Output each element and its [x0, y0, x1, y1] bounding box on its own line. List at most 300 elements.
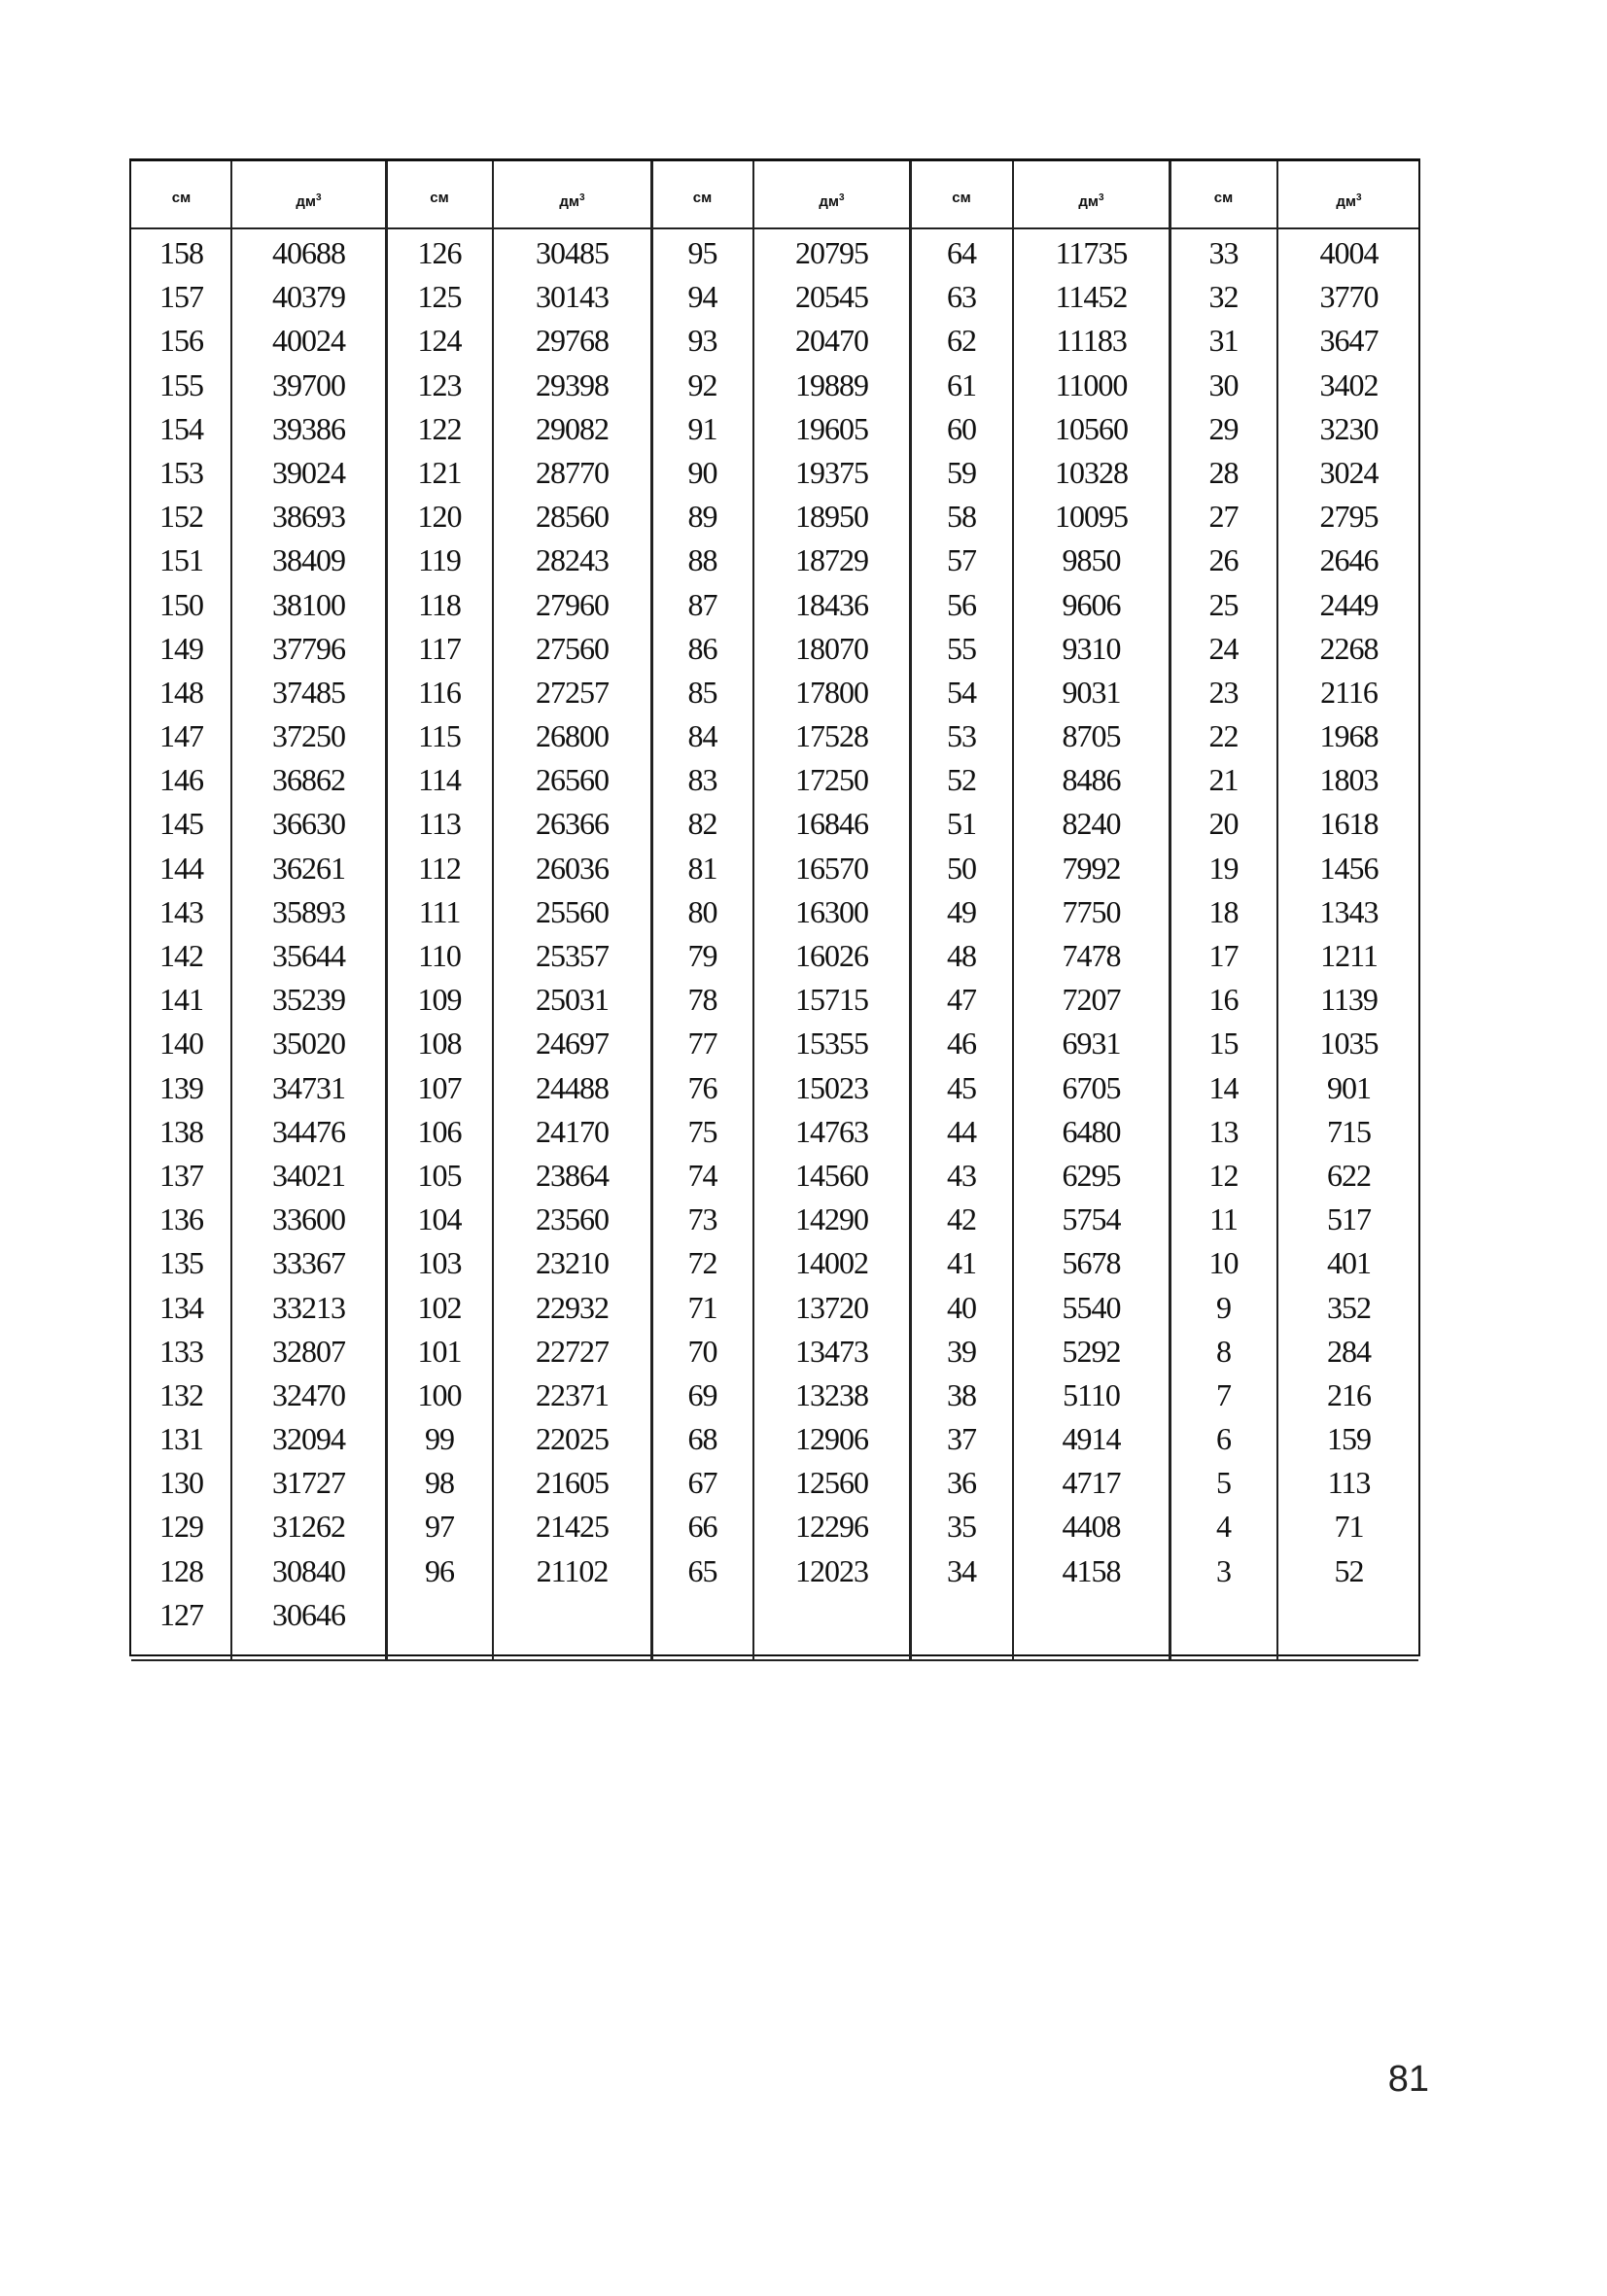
dm3-cell: 14002 — [795, 1245, 868, 1281]
cm-cell: 126 — [417, 235, 462, 270]
cm-cell: 82 — [687, 806, 717, 842]
dm3-cell: 3230 — [1319, 410, 1379, 446]
header-label: см — [952, 190, 971, 206]
dm3-cell: 11000 — [1055, 366, 1128, 402]
dm3-cell: 10328 — [1055, 454, 1128, 490]
header-dm3 — [1277, 173, 1420, 224]
cm-cell: 25 — [1208, 586, 1239, 622]
cm-cell: 119 — [418, 542, 461, 578]
dm3-cell: 3770 — [1319, 279, 1379, 315]
dm3-cell: 19375 — [795, 454, 868, 490]
dm3-cell: 8705 — [1062, 718, 1121, 754]
cm-cell: 59 — [947, 454, 976, 490]
dm3-cell: 1803 — [1319, 762, 1379, 798]
dm3-cell: 1618 — [1319, 806, 1379, 842]
dm3-cell: 26800 — [536, 718, 609, 754]
cm-cell: 139 — [159, 1069, 203, 1105]
cm-cell: 112 — [418, 850, 461, 886]
dm3-cell: 27960 — [536, 586, 609, 622]
dm3-cell: 34021 — [272, 1157, 345, 1193]
dm3-cell: 4408 — [1062, 1509, 1121, 1545]
dm3-cell: 5678 — [1062, 1245, 1121, 1281]
header-superscript: 3 — [1099, 192, 1104, 203]
cm-column-1 — [131, 161, 231, 1659]
table-bottom-divider — [131, 1659, 1418, 1661]
cm-cell: 136 — [159, 1201, 203, 1237]
dm3-cell: 29768 — [536, 323, 609, 359]
dm3-cell: 1456 — [1319, 850, 1379, 886]
cm-cell: 131 — [159, 1421, 203, 1457]
cm-cell: 132 — [159, 1376, 203, 1412]
dm3-cell: 38409 — [272, 542, 345, 578]
dm3-cell: 352 — [1327, 1289, 1371, 1325]
cm-cell: 151 — [159, 542, 203, 578]
dm3-cell: 7992 — [1062, 850, 1121, 886]
dm3-cell: 4914 — [1062, 1421, 1121, 1457]
header-label: см — [1213, 190, 1234, 206]
dm3-cell: 4717 — [1062, 1465, 1121, 1501]
dm3-cell: 22371 — [536, 1376, 609, 1412]
header-label: см — [430, 190, 449, 206]
dm3-cell: 24170 — [536, 1113, 609, 1149]
cm-cell: 158 — [159, 235, 203, 270]
dm3-cell: 7750 — [1062, 893, 1121, 929]
cm-cell: 50 — [947, 850, 976, 886]
cm-cell: 42 — [947, 1201, 976, 1237]
dm3-cell: 284 — [1327, 1333, 1371, 1369]
dm3-cell: 14560 — [795, 1157, 868, 1193]
header-label: дм — [1336, 193, 1357, 210]
cm-cell: 20 — [1208, 806, 1239, 842]
cm-column-2 — [386, 161, 493, 1659]
dm3-cell: 22932 — [536, 1289, 609, 1325]
dm3-cell: 25031 — [536, 982, 609, 1018]
cm-cell: 18 — [1208, 893, 1239, 929]
dm3-cell: 216 — [1327, 1376, 1371, 1412]
cm-cell: 89 — [687, 499, 717, 535]
cm-cell: 45 — [947, 1069, 976, 1105]
dm3-cell: 159 — [1327, 1421, 1371, 1457]
cm-cell: 31 — [1208, 323, 1239, 359]
cm-cell: 129 — [159, 1509, 203, 1545]
cm-cell: 116 — [418, 674, 461, 710]
cm-cell: 120 — [417, 499, 462, 535]
cm-cell: 6 — [1216, 1421, 1231, 1457]
cm-cell: 53 — [947, 718, 976, 754]
cm-cell: 13 — [1208, 1113, 1239, 1149]
cm-cell: 77 — [687, 1026, 717, 1061]
dm3-cell: 18070 — [795, 630, 868, 666]
cm-cell: 78 — [687, 982, 717, 1018]
dm3-cell: 3402 — [1319, 366, 1379, 402]
dm3-cell: 21425 — [536, 1509, 609, 1545]
dm3-cell: 15715 — [795, 982, 868, 1018]
dm3-cell: 5292 — [1062, 1333, 1121, 1369]
dm3-cell: 2646 — [1319, 542, 1379, 578]
dm3-cell: 52 — [1334, 1552, 1364, 1588]
dm3-cell: 31727 — [272, 1465, 345, 1501]
cm-cell: 145 — [159, 806, 203, 842]
cm-cell: 5 — [1216, 1465, 1231, 1501]
cm-cell: 72 — [687, 1245, 717, 1281]
cm-cell: 75 — [687, 1113, 717, 1149]
dm3-cell: 11183 — [1056, 323, 1127, 359]
cm-cell: 125 — [417, 279, 462, 315]
dm3-cell: 33367 — [272, 1245, 345, 1281]
dm3-cell: 16026 — [795, 938, 868, 973]
cm-cell: 60 — [947, 410, 976, 446]
cm-cell: 4 — [1216, 1509, 1231, 1545]
cm-column-3 — [651, 161, 753, 1659]
cm-cell: 83 — [687, 762, 717, 798]
dm3-cell: 13238 — [795, 1376, 868, 1412]
cm-cell: 71 — [687, 1289, 717, 1325]
dm3-column-4 — [1013, 161, 1170, 1659]
cm-cell: 7 — [1216, 1376, 1231, 1412]
dm3-cell: 18436 — [795, 586, 868, 622]
cm-column-5 — [1170, 161, 1277, 1659]
dm3-cell: 9310 — [1062, 630, 1121, 666]
cm-cell: 10 — [1208, 1245, 1239, 1281]
dm3-cell: 36630 — [272, 806, 345, 842]
header-superscript: 3 — [1356, 192, 1362, 203]
dm3-cell: 12906 — [795, 1421, 868, 1457]
cm-cell: 39 — [947, 1333, 976, 1369]
header-superscript: 3 — [316, 192, 322, 203]
cm-cell: 114 — [418, 762, 461, 798]
cm-cell: 88 — [687, 542, 717, 578]
dm3-cell: 36261 — [272, 850, 345, 886]
dm3-cell: 35893 — [272, 893, 345, 929]
cm-cell: 102 — [417, 1289, 462, 1325]
dm3-cell: 11735 — [1055, 235, 1128, 270]
header-dm3 — [753, 173, 910, 224]
cm-cell: 96 — [425, 1552, 454, 1588]
dm3-cell: 28770 — [536, 454, 609, 490]
cm-cell: 27 — [1208, 499, 1239, 535]
dm3-cell: 24697 — [536, 1026, 609, 1061]
volume-table — [129, 158, 1420, 1656]
dm3-cell: 3647 — [1319, 323, 1379, 359]
cm-cell: 113 — [418, 806, 461, 842]
dm3-cell: 22025 — [536, 1421, 609, 1457]
cm-cell: 94 — [687, 279, 717, 315]
dm3-cell: 23210 — [536, 1245, 609, 1281]
cm-cell: 154 — [159, 410, 203, 446]
dm3-cell: 32094 — [272, 1421, 345, 1457]
header-dm3 — [493, 173, 651, 224]
cm-cell: 63 — [947, 279, 976, 315]
dm3-cell: 37796 — [272, 630, 345, 666]
cm-cell: 106 — [417, 1113, 462, 1149]
cm-cell: 74 — [687, 1157, 717, 1193]
cm-cell: 48 — [947, 938, 976, 973]
cm-cell: 79 — [687, 938, 717, 973]
dm3-cell: 17250 — [795, 762, 868, 798]
cm-cell: 140 — [159, 1026, 203, 1061]
dm3-cell: 16846 — [795, 806, 868, 842]
cm-cell: 141 — [159, 982, 203, 1018]
cm-cell: 148 — [159, 674, 203, 710]
cm-cell: 9 — [1216, 1289, 1231, 1325]
cm-cell: 84 — [687, 718, 717, 754]
cm-cell: 143 — [159, 893, 203, 929]
cm-cell: 58 — [947, 499, 976, 535]
dm3-cell: 32807 — [272, 1333, 345, 1369]
cm-cell: 105 — [417, 1157, 462, 1193]
cm-cell: 15 — [1208, 1026, 1239, 1061]
cm-cell: 51 — [947, 806, 976, 842]
cm-cell: 150 — [159, 586, 203, 622]
dm3-cell: 8240 — [1062, 806, 1121, 842]
dm3-column-5 — [1277, 161, 1420, 1659]
dm3-cell: 12560 — [795, 1465, 868, 1501]
cm-cell: 19 — [1208, 850, 1239, 886]
cm-cell: 111 — [418, 893, 461, 929]
cm-cell: 98 — [425, 1465, 454, 1501]
dm3-cell: 2795 — [1319, 499, 1379, 535]
cm-cell: 93 — [687, 323, 717, 359]
header-label: дм — [296, 193, 317, 210]
cm-cell: 108 — [417, 1026, 462, 1061]
cm-cell: 123 — [417, 366, 462, 402]
dm3-cell: 38100 — [272, 586, 345, 622]
dm3-cell: 19605 — [795, 410, 868, 446]
cm-cell: 54 — [947, 674, 976, 710]
cm-cell: 24 — [1208, 630, 1239, 666]
cm-cell: 92 — [687, 366, 717, 402]
header-label: см — [692, 190, 713, 206]
header-cm — [910, 173, 1013, 224]
cm-cell: 127 — [159, 1596, 203, 1632]
dm3-cell: 2449 — [1319, 586, 1379, 622]
header-dm3 — [1013, 173, 1170, 224]
dm3-column-2 — [493, 161, 651, 1659]
header-dm3 — [231, 173, 386, 224]
cm-cell: 156 — [159, 323, 203, 359]
cm-cell: 29 — [1208, 410, 1239, 446]
cm-cell: 117 — [418, 630, 461, 666]
cm-cell: 33 — [1208, 235, 1239, 270]
cm-cell: 11 — [1209, 1201, 1238, 1237]
cm-cell: 44 — [947, 1113, 976, 1149]
dm3-cell: 9606 — [1062, 586, 1121, 622]
dm3-cell: 30485 — [536, 235, 609, 270]
header-cm — [1170, 173, 1277, 224]
dm3-cell: 35239 — [272, 982, 345, 1018]
dm3-cell: 6931 — [1062, 1026, 1121, 1061]
cm-cell: 46 — [947, 1026, 976, 1061]
dm3-cell: 39700 — [272, 366, 345, 402]
dm3-cell: 22727 — [536, 1333, 609, 1369]
cm-cell: 62 — [947, 323, 976, 359]
cm-cell: 107 — [417, 1069, 462, 1105]
cm-cell: 12 — [1208, 1157, 1239, 1193]
dm3-cell: 1211 — [1320, 938, 1378, 973]
cm-cell: 30 — [1208, 366, 1239, 402]
dm3-cell: 13473 — [795, 1333, 868, 1369]
cm-cell: 52 — [947, 762, 976, 798]
cm-cell: 3 — [1216, 1552, 1231, 1588]
dm3-cell: 36862 — [272, 762, 345, 798]
dm3-cell: 16570 — [795, 850, 868, 886]
dm3-cell: 16300 — [795, 893, 868, 929]
dm3-cell: 33600 — [272, 1201, 345, 1237]
cm-cell: 64 — [947, 235, 976, 270]
cm-cell: 99 — [425, 1421, 454, 1457]
dm3-column-3 — [753, 161, 910, 1659]
cm-cell: 43 — [947, 1157, 976, 1193]
dm3-cell: 23560 — [536, 1201, 609, 1237]
cm-cell: 49 — [947, 893, 976, 929]
cm-cell: 40 — [947, 1289, 976, 1325]
cm-cell: 118 — [418, 586, 461, 622]
dm3-cell: 30646 — [272, 1596, 345, 1632]
dm3-cell: 3024 — [1319, 454, 1379, 490]
cm-cell: 101 — [417, 1333, 462, 1369]
dm3-cell: 35020 — [272, 1026, 345, 1061]
cm-cell: 138 — [159, 1113, 203, 1149]
cm-cell: 103 — [417, 1245, 462, 1281]
dm3-cell: 715 — [1327, 1113, 1371, 1149]
dm3-cell: 39024 — [272, 454, 345, 490]
dm3-cell: 27560 — [536, 630, 609, 666]
dm3-cell: 7478 — [1062, 938, 1121, 973]
dm3-cell: 28243 — [536, 542, 609, 578]
dm3-cell: 6295 — [1062, 1157, 1121, 1193]
dm3-cell: 10560 — [1055, 410, 1128, 446]
dm3-cell: 2268 — [1319, 630, 1379, 666]
cm-cell: 70 — [687, 1333, 717, 1369]
dm3-cell: 10095 — [1055, 499, 1128, 535]
dm3-cell: 20470 — [795, 323, 868, 359]
cm-cell: 38 — [947, 1376, 976, 1412]
header-label: см — [171, 190, 192, 206]
dm3-cell: 4158 — [1062, 1552, 1121, 1588]
cm-cell: 87 — [687, 586, 717, 622]
dm3-cell: 12296 — [795, 1509, 868, 1545]
cm-cell: 157 — [159, 279, 203, 315]
cm-cell: 149 — [159, 630, 203, 666]
dm3-cell: 33213 — [272, 1289, 345, 1325]
dm3-cell: 39386 — [272, 410, 345, 446]
header-label: дм — [819, 193, 840, 210]
cm-cell: 26 — [1208, 542, 1239, 578]
cm-cell: 142 — [159, 938, 203, 973]
cm-cell: 144 — [159, 850, 203, 886]
cm-cell: 90 — [687, 454, 717, 490]
header-cm — [386, 173, 493, 224]
cm-cell: 14 — [1208, 1069, 1239, 1105]
dm3-cell: 2116 — [1320, 674, 1378, 710]
dm3-cell: 30840 — [272, 1552, 345, 1588]
cm-cell: 147 — [159, 718, 203, 754]
dm3-cell: 34476 — [272, 1113, 345, 1149]
dm3-cell: 17528 — [795, 718, 868, 754]
dm3-cell: 1968 — [1319, 718, 1379, 754]
cm-cell: 67 — [687, 1465, 717, 1501]
cm-cell: 36 — [947, 1465, 976, 1501]
dm3-cell: 622 — [1327, 1157, 1371, 1193]
dm3-cell: 9850 — [1062, 542, 1121, 578]
cm-cell: 100 — [417, 1376, 462, 1412]
dm3-cell: 901 — [1327, 1069, 1371, 1105]
header-superscript: 3 — [839, 192, 845, 203]
cm-cell: 110 — [418, 938, 461, 973]
cm-cell: 133 — [159, 1333, 203, 1369]
cm-cell: 17 — [1208, 938, 1239, 973]
dm3-cell: 40688 — [272, 235, 345, 270]
cm-cell: 130 — [159, 1465, 203, 1501]
dm3-cell: 4004 — [1319, 235, 1379, 270]
dm3-cell: 14290 — [795, 1201, 868, 1237]
cm-cell: 56 — [947, 586, 976, 622]
dm3-cell: 5754 — [1062, 1201, 1121, 1237]
cm-cell: 34 — [947, 1552, 976, 1588]
dm3-cell: 18950 — [795, 499, 868, 535]
dm3-cell: 15355 — [795, 1026, 868, 1061]
dm3-cell: 21102 — [536, 1552, 609, 1588]
dm3-cell: 1035 — [1319, 1026, 1379, 1061]
cm-cell: 22 — [1208, 718, 1239, 754]
dm3-cell: 5540 — [1062, 1289, 1121, 1325]
cm-cell: 37 — [947, 1421, 976, 1457]
cm-cell: 91 — [687, 410, 717, 446]
dm3-cell: 29082 — [536, 410, 609, 446]
cm-cell: 95 — [687, 235, 717, 270]
dm3-cell: 14763 — [795, 1113, 868, 1149]
cm-cell: 65 — [687, 1552, 717, 1588]
dm3-cell: 29398 — [536, 366, 609, 402]
dm3-cell: 34731 — [272, 1069, 345, 1105]
cm-cell: 85 — [687, 674, 717, 710]
dm3-cell: 17800 — [795, 674, 868, 710]
dm3-cell: 71 — [1334, 1509, 1364, 1545]
cm-cell: 80 — [687, 893, 717, 929]
cm-cell: 128 — [159, 1552, 203, 1588]
cm-cell: 97 — [425, 1509, 454, 1545]
dm3-cell: 12023 — [795, 1552, 868, 1588]
dm3-cell: 6480 — [1062, 1113, 1121, 1149]
cm-cell: 57 — [947, 542, 976, 578]
dm3-cell: 26366 — [536, 806, 609, 842]
dm3-cell: 40379 — [272, 279, 345, 315]
dm3-cell: 20545 — [795, 279, 868, 315]
dm3-cell: 517 — [1327, 1201, 1371, 1237]
dm3-cell: 20795 — [795, 235, 868, 270]
cm-cell: 86 — [687, 630, 717, 666]
cm-cell: 124 — [417, 323, 462, 359]
dm3-cell: 25560 — [536, 893, 609, 929]
cm-cell: 121 — [417, 454, 462, 490]
cm-cell: 66 — [687, 1509, 717, 1545]
cm-cell: 21 — [1208, 762, 1239, 798]
cm-cell: 32 — [1208, 279, 1239, 315]
header-cm — [651, 173, 753, 224]
dm3-cell: 15023 — [795, 1069, 868, 1105]
cm-cell: 68 — [687, 1421, 717, 1457]
cm-cell: 35 — [947, 1509, 976, 1545]
dm3-cell: 6705 — [1062, 1069, 1121, 1105]
dm3-cell: 31262 — [272, 1509, 345, 1545]
cm-cell: 28 — [1208, 454, 1239, 490]
dm3-cell: 7207 — [1062, 982, 1121, 1018]
dm3-cell: 25357 — [536, 938, 609, 973]
dm3-cell: 1343 — [1319, 893, 1379, 929]
header-superscript: 3 — [579, 192, 585, 203]
cm-cell: 76 — [687, 1069, 717, 1105]
cm-cell: 109 — [417, 982, 462, 1018]
